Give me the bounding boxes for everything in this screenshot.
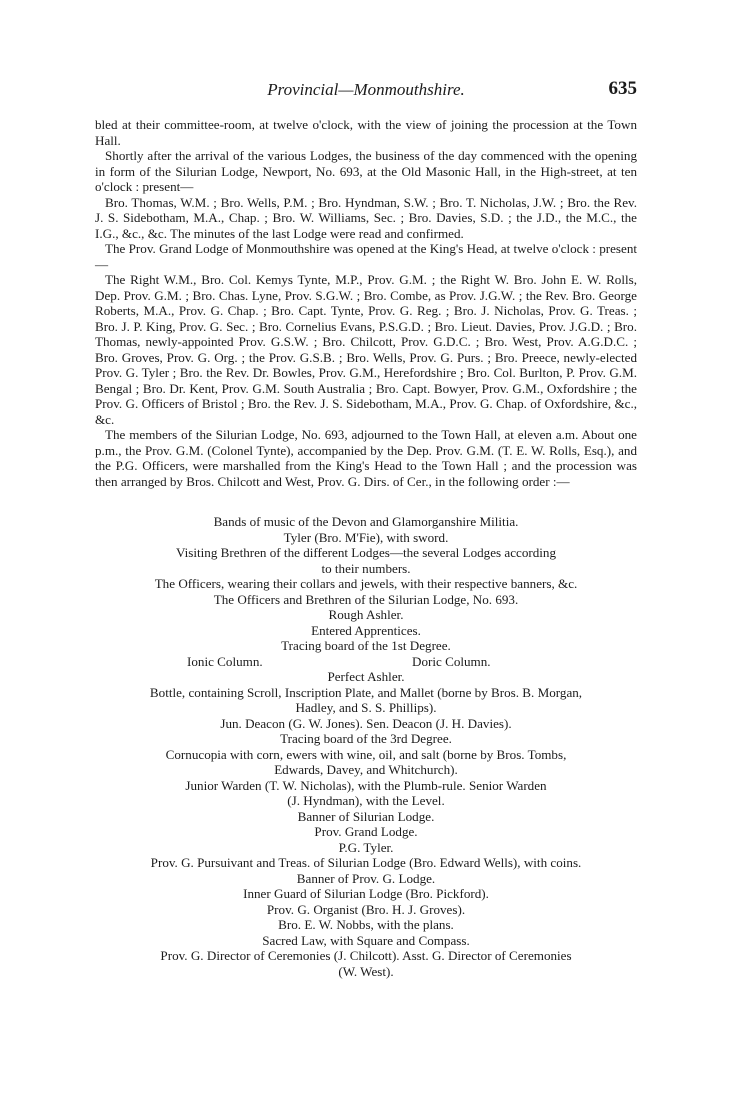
paragraph: Bro. Thomas, W.M. ; Bro. Wells, P.M. ; Bro. Hyndman, S.W. ; Bro. T. Nicholas, J.W. ; Bro. the Rev. J. S. Sidebotham, M.A., Chap. ; Bro. W. Williams, Sec. ; Bro. Davies, S.D. ; the J.D., the M.C., the I.G., &c., &c. The minutes of the last Lodge were read and confirmed. <box>95 194 637 241</box>
procession-line: Tracing board of the 1st Degree. <box>281 638 451 653</box>
procession-line: Hadley, and S. S. Phillips). <box>295 700 437 715</box>
doric-column-line: Doric Column. <box>412 653 491 669</box>
procession-line: Bottle, containing Scroll, Inscription Plate, and Mallet (borne by Bros. B. Morgan, <box>149 684 583 700</box>
page-header <box>95 78 637 104</box>
procession-line: Junior Warden (T. W. Nicholas), with the Plumb-rule. Senior Warden <box>185 777 547 793</box>
procession-line: Tyler (Bro. M'Fie), with sword. <box>283 529 449 545</box>
procession-line: Bands of music of the Devon and Glamorganshire Militia. <box>213 514 519 529</box>
procession-line: The Officers, wearing their collars and jewels, with their respective banners, &c. <box>154 576 578 591</box>
page-number: 635 <box>608 78 637 99</box>
procession-line: Inner Guard of Silurian Lodge (Bro. Pickford). <box>243 886 489 901</box>
procession-line: Tracing board of the 3rd Degree. <box>280 731 452 746</box>
body-text <box>95 117 637 489</box>
procession-line: Entered Apprentices. <box>311 622 421 638</box>
paragraph: The members of the Silurian Lodge, No. 693, adjourned to the Town Hall, at eleven a.m. About one p.m., the Prov. G.M. (Colonel Tynte), accompanied by the Dep. Prov. G.M. (T. E. W. Rolls, Esq.), and the P.G. Officers, were marshalled from the King's Head to the Town Hall ; and the procession was then arranged by Bros. Chilcott and West, Prov. G. Dirs. of Cer., in the following order :— <box>95 427 637 489</box>
procession-line: Bro. E. W. Nobbs, with the plans. <box>278 917 454 932</box>
procession-line: Cornucopia with corn, ewers with wine, oil, and salt (borne by Bros. Tombs, <box>165 746 567 762</box>
procession-line: Prov. G. Organist (Bro. H. J. Groves). <box>266 901 466 917</box>
procession-line: Prov. Grand Lodge. <box>314 824 418 839</box>
paragraph: bled at their committee-room, at twelve o'clock, with the view of joining the procession at the Town Hall. <box>95 117 637 148</box>
procession-line: Prov. G. Pursuivant and Treas. of Silurian Lodge (Bro. Edward Wells), with coins. <box>150 855 582 870</box>
procession-line: Edwards, Davey, and Whitchurch). <box>274 762 458 777</box>
paragraph: The Prov. Grand Lodge of Monmouthshire was opened at the King's Head, at twelve o'clock : present— <box>95 241 637 272</box>
procession-line: (J. Hyndman), with the Level. <box>287 793 445 808</box>
procession-line: Prov. G. Director of Ceremonies (J. Chilcott). Asst. G. Director of Ceremonies <box>160 948 572 963</box>
procession-order <box>95 514 637 979</box>
ionic-column-line: Ionic Column. <box>187 653 263 669</box>
paragraph: The Right W.M., Bro. Col. Kemys Tynte, M.P., Prov. G.M. ; the Right W. Bro. John E. W. Rolls, Dep. Prov. G.M. ; Bro. Chas. Lyne, Prov. S.G.W. ; Bro. Combe, as Prov. J.G.W. ; the Rev. Bro. George Roberts, M.A., Prov. G. Chap. ; Bro. Capt. Tynte, Prov. G. Reg. ; Bro. J. Nicholas, Prov. G. Treas. ; Bro. J. P. King, Prov. G. Sec. ; Bro. Cornelius Evans, P.S.G.D. ; Bro. Lieut. Davies, Prov. J.G.D. ; Bro. Thomas, newly-appointed Prov. G.S.W. ; Bro. Chilcott, Prov. G.D.C. ; Bro. West, Prov. A.G.D.C. ; Bro. Groves, Prov. G. Org. ; the Prov. G.S.B. ; Bro. Wells, Prov. G. Purs. ; Bro. Preece, newly-elected Prov. G. Tyler ; Bro. the Rev. Dr. Bowles, Prov. G.M., Herefordshire ; Bro. Col. Burlton, P. Prov. G.M. Bengal ; Bro. Dr. Kent, Prov. G.M. South Australia ; Bro. Capt. Bowyer, Prov. G.M., Oxfordshire ; the Prov. G. Officers of Bristol ; Bro. the Rev. J. S. Sidebotham, M.A., Prov. G. Chap. of Oxfordshire, &c., &c. <box>95 272 637 427</box>
document-page <box>95 78 637 979</box>
procession-line: Perfect Ashler. <box>327 669 405 684</box>
procession-line: Sacred Law, with Square and Compass. <box>262 932 470 948</box>
procession-line: Banner of Prov. G. Lodge. <box>296 870 436 886</box>
procession-line: Rough Ashler. <box>328 607 404 622</box>
procession-line: Banner of Silurian Lodge. <box>297 808 435 824</box>
procession-line: Visiting Brethren of the different Lodges—the several Lodges according <box>175 545 557 560</box>
procession-line: P.G. Tyler. <box>338 839 394 855</box>
columns-pair <box>95 654 637 670</box>
paragraph: Shortly after the arrival of the various Lodges, the business of the day commenced with the opening in form of the Silurian Lodge, Newport, No. 693, at the Old Masonic Hall, in the High-street, at ten o'clock : present— <box>95 148 637 194</box>
procession-line: Jun. Deacon (G. W. Jones). Sen. Deacon (J. H. Davies). <box>220 715 512 731</box>
procession-line: The Officers and Brethren of the Silurian Lodge, No. 693. <box>213 591 519 607</box>
procession-line: (W. West). <box>338 963 394 979</box>
procession-line: to their numbers. <box>321 560 411 576</box>
running-title: Provincial—Monmouthshire. <box>267 80 465 99</box>
